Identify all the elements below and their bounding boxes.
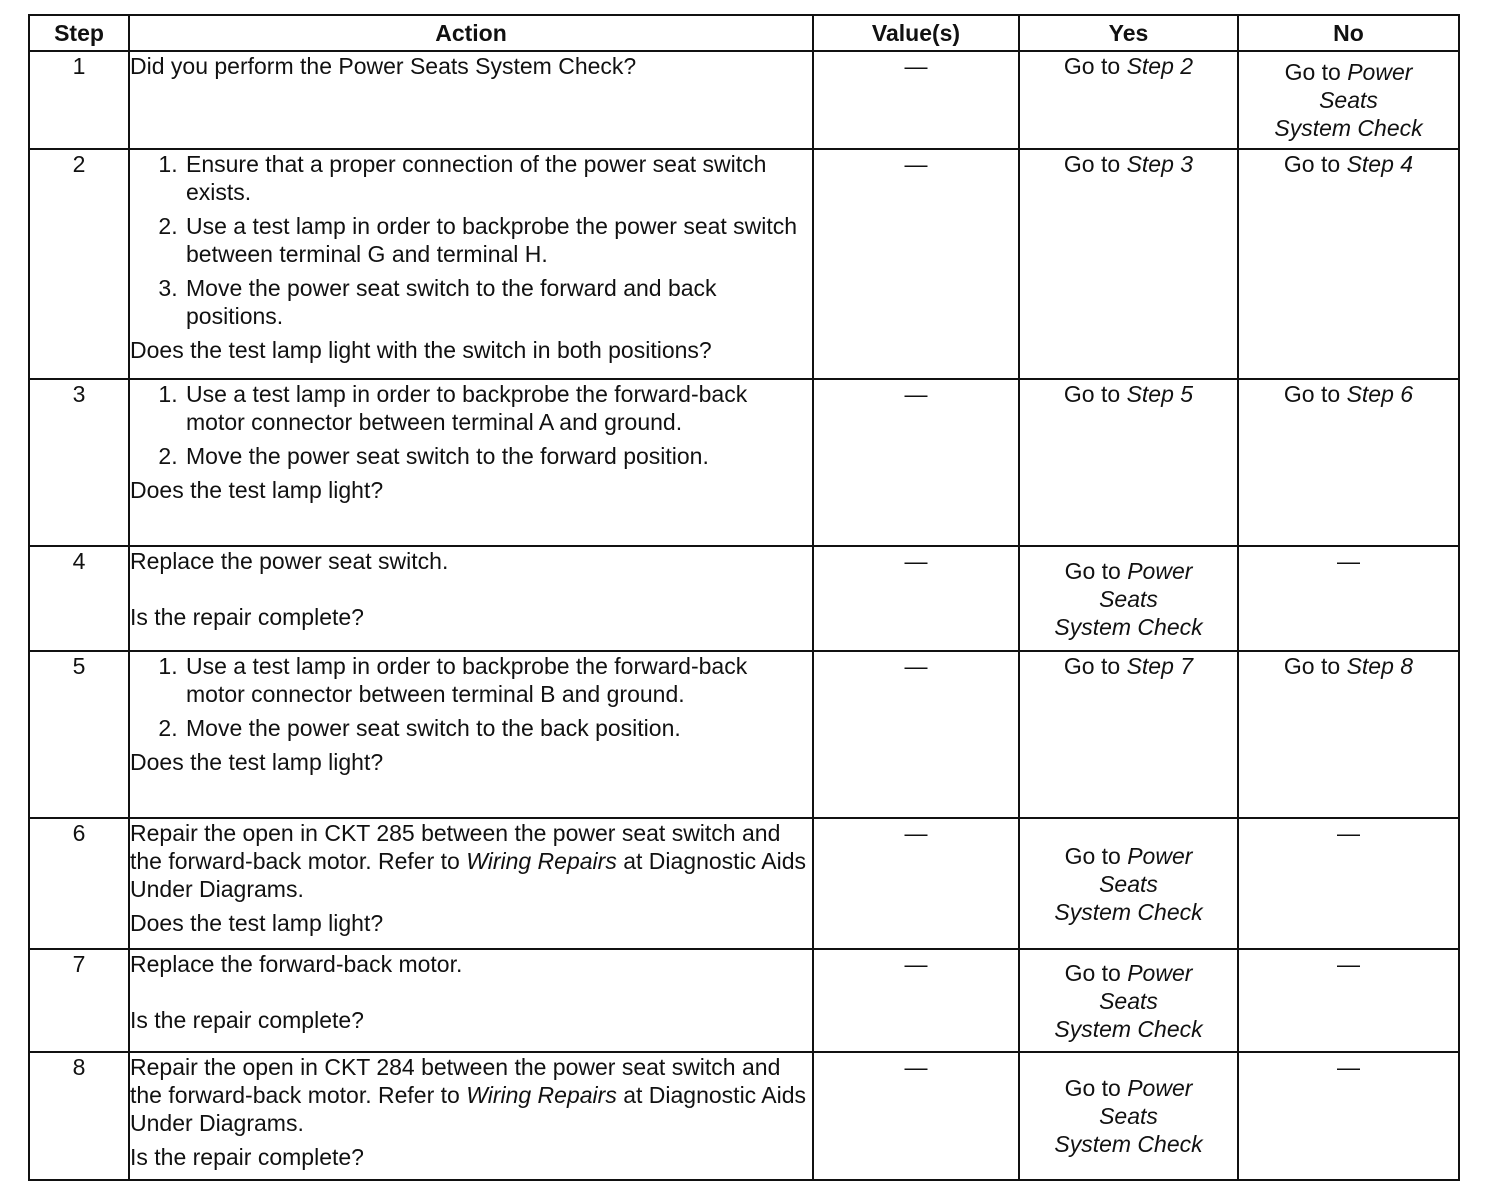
header-no: No	[1238, 15, 1459, 51]
yes-cell[interactable]	[1019, 651, 1238, 818]
table-row	[29, 149, 1459, 379]
value-cell: —	[813, 818, 1019, 949]
action-text-tail: at Diagnostic Aids Under Diagrams.	[130, 848, 807, 902]
value-cell: —	[813, 651, 1019, 818]
goto-text: Go to	[1283, 151, 1341, 177]
goto-link[interactable]: Power	[1127, 959, 1193, 986]
table-row	[29, 651, 1459, 818]
goto-text: Go to	[1283, 653, 1341, 679]
value-cell: —	[813, 949, 1019, 1052]
goto-link[interactable]: System Check	[1054, 898, 1203, 925]
action-question: Is the repair complete?	[130, 604, 364, 630]
goto-link[interactable]: Step 7	[1126, 653, 1194, 679]
value-cell: —	[813, 546, 1019, 651]
goto-link[interactable]: Power	[1127, 557, 1193, 584]
goto-text: Go to	[1063, 653, 1121, 679]
goto-link[interactable]: System Check	[1054, 1131, 1203, 1157]
action-text	[130, 819, 812, 903]
action-question: Does the test lamp light with the switch in both positions?	[130, 337, 712, 363]
action-step: 1. Use a test lamp in order to backprobe the forward-back motor connector between terminal A and ground.	[184, 380, 812, 436]
table-row	[29, 379, 1459, 546]
yes-cell[interactable]	[1019, 818, 1238, 949]
no-cell[interactable]	[1238, 379, 1459, 546]
action-cell	[129, 546, 813, 651]
goto-text: Go to	[1064, 1075, 1121, 1101]
action-step: 2. Move the power seat switch to the back position.	[184, 714, 812, 742]
no-cell[interactable]	[1238, 51, 1459, 149]
step-number: 6	[29, 818, 129, 949]
header-action: Action	[129, 15, 813, 51]
step-number: 7	[29, 949, 129, 1052]
goto-link[interactable]: Step 8	[1346, 653, 1414, 679]
action-cell	[129, 51, 813, 149]
yes-cell[interactable]	[1019, 1052, 1238, 1180]
goto-link[interactable]: System Check	[1054, 613, 1203, 640]
header-yes: Yes	[1019, 15, 1238, 51]
header-row	[29, 15, 1459, 51]
no-cell[interactable]	[1238, 149, 1459, 379]
goto-link[interactable]: System Check	[1274, 115, 1423, 141]
value-cell: —	[813, 1052, 1019, 1180]
action-step: 2. Use a test lamp in order to backprobe the power seat switch between terminal G and terminal H.	[184, 212, 812, 268]
action-steps-list	[130, 380, 812, 470]
action-text: Replace the power seat switch.	[130, 548, 449, 574]
yes-cell[interactable]	[1019, 546, 1238, 651]
action-text: Replace the forward-back motor.	[130, 951, 463, 977]
action-question: Does the test lamp light?	[130, 910, 384, 936]
action-question: Is the repair complete?	[130, 1144, 364, 1170]
no-cell: —	[1238, 546, 1459, 651]
action-step: 3. Move the power seat switch to the forward and back positions.	[184, 274, 812, 330]
action-text-main: Repair the open in CKT 284 between the power seat switch and the forward-back motor. Refer to	[130, 1054, 781, 1108]
table-row	[29, 949, 1459, 1052]
goto-link[interactable]: Step 3	[1126, 151, 1194, 177]
no-cell: —	[1238, 949, 1459, 1052]
value-cell: —	[813, 51, 1019, 149]
goto-link[interactable]: Power	[1127, 842, 1193, 869]
step-number: 4	[29, 546, 129, 651]
yes-cell[interactable]	[1019, 149, 1238, 379]
no-cell: —	[1238, 818, 1459, 949]
action-cell	[129, 818, 813, 949]
goto-text: Go to	[1064, 842, 1121, 869]
table-row	[29, 546, 1459, 651]
step-number: 8	[29, 1052, 129, 1180]
value-cell: —	[813, 379, 1019, 546]
goto-text: Go to	[1284, 59, 1341, 85]
goto-text: Go to	[1063, 381, 1121, 407]
yes-cell[interactable]	[1019, 51, 1238, 149]
action-cell	[129, 949, 813, 1052]
goto-link[interactable]: Step 6	[1346, 381, 1414, 407]
goto-link[interactable]: Seats	[1099, 870, 1158, 897]
action-question: Is the repair complete?	[130, 1007, 364, 1033]
goto-link[interactable]: Step 5	[1126, 381, 1194, 407]
step-number: 5	[29, 651, 129, 818]
action-question: Did you perform the Power Seats System Check?	[130, 53, 637, 79]
goto-text: Go to	[1064, 557, 1121, 584]
step-number: 1	[29, 51, 129, 149]
no-cell: —	[1238, 1052, 1459, 1180]
goto-link[interactable]: Seats	[1099, 987, 1158, 1014]
action-cell	[129, 1052, 813, 1180]
goto-text: Go to	[1063, 151, 1121, 177]
value-cell: —	[813, 149, 1019, 379]
goto-link[interactable]: Step 2	[1126, 53, 1194, 79]
action-steps-list	[130, 652, 812, 742]
header-values: Value(s)	[813, 15, 1019, 51]
table-row	[29, 51, 1459, 149]
diagnostic-table	[28, 14, 1460, 1181]
header-step: Step	[29, 15, 129, 51]
goto-text: Go to	[1064, 959, 1121, 986]
goto-link[interactable]: Seats	[1099, 1103, 1158, 1129]
action-step: 1. Use a test lamp in order to backprobe the forward-back motor connector between terminal B and ground.	[184, 652, 812, 708]
yes-cell[interactable]	[1019, 949, 1238, 1052]
action-cell	[129, 651, 813, 818]
step-number: 3	[29, 379, 129, 546]
action-step: 2. Move the power seat switch to the forward position.	[184, 442, 812, 470]
goto-link[interactable]: Seats	[1099, 585, 1158, 612]
yes-cell[interactable]	[1019, 379, 1238, 546]
action-steps-list	[130, 150, 812, 330]
goto-link[interactable]: Step 4	[1346, 151, 1414, 177]
goto-link[interactable]: Power	[1347, 59, 1413, 85]
action-text-tail: at Diagnostic Aids Under Diagrams.	[130, 1082, 807, 1136]
wiring-repairs-link[interactable]: Wiring Repairs	[466, 1082, 617, 1108]
step-number: 2	[29, 149, 129, 379]
wiring-repairs-link[interactable]: Wiring Repairs	[466, 848, 617, 874]
action-step: 1. Ensure that a proper connection of the power seat switch exists.	[184, 150, 812, 206]
table-row	[29, 1052, 1459, 1180]
goto-text: Go to	[1283, 381, 1341, 407]
action-text	[130, 1053, 812, 1137]
table-row	[29, 818, 1459, 949]
action-question: Does the test lamp light?	[130, 477, 384, 503]
goto-text: Go to	[1063, 53, 1121, 79]
goto-link[interactable]: Seats	[1319, 87, 1378, 113]
action-cell	[129, 149, 813, 379]
action-question: Does the test lamp light?	[130, 749, 384, 775]
action-cell	[129, 379, 813, 546]
no-cell[interactable]	[1238, 651, 1459, 818]
action-text-main: Repair the open in CKT 285 between the power seat switch and the forward-back motor. Refer to	[130, 820, 781, 874]
goto-link[interactable]: System Check	[1054, 1015, 1203, 1042]
goto-link[interactable]: Power	[1127, 1075, 1193, 1101]
